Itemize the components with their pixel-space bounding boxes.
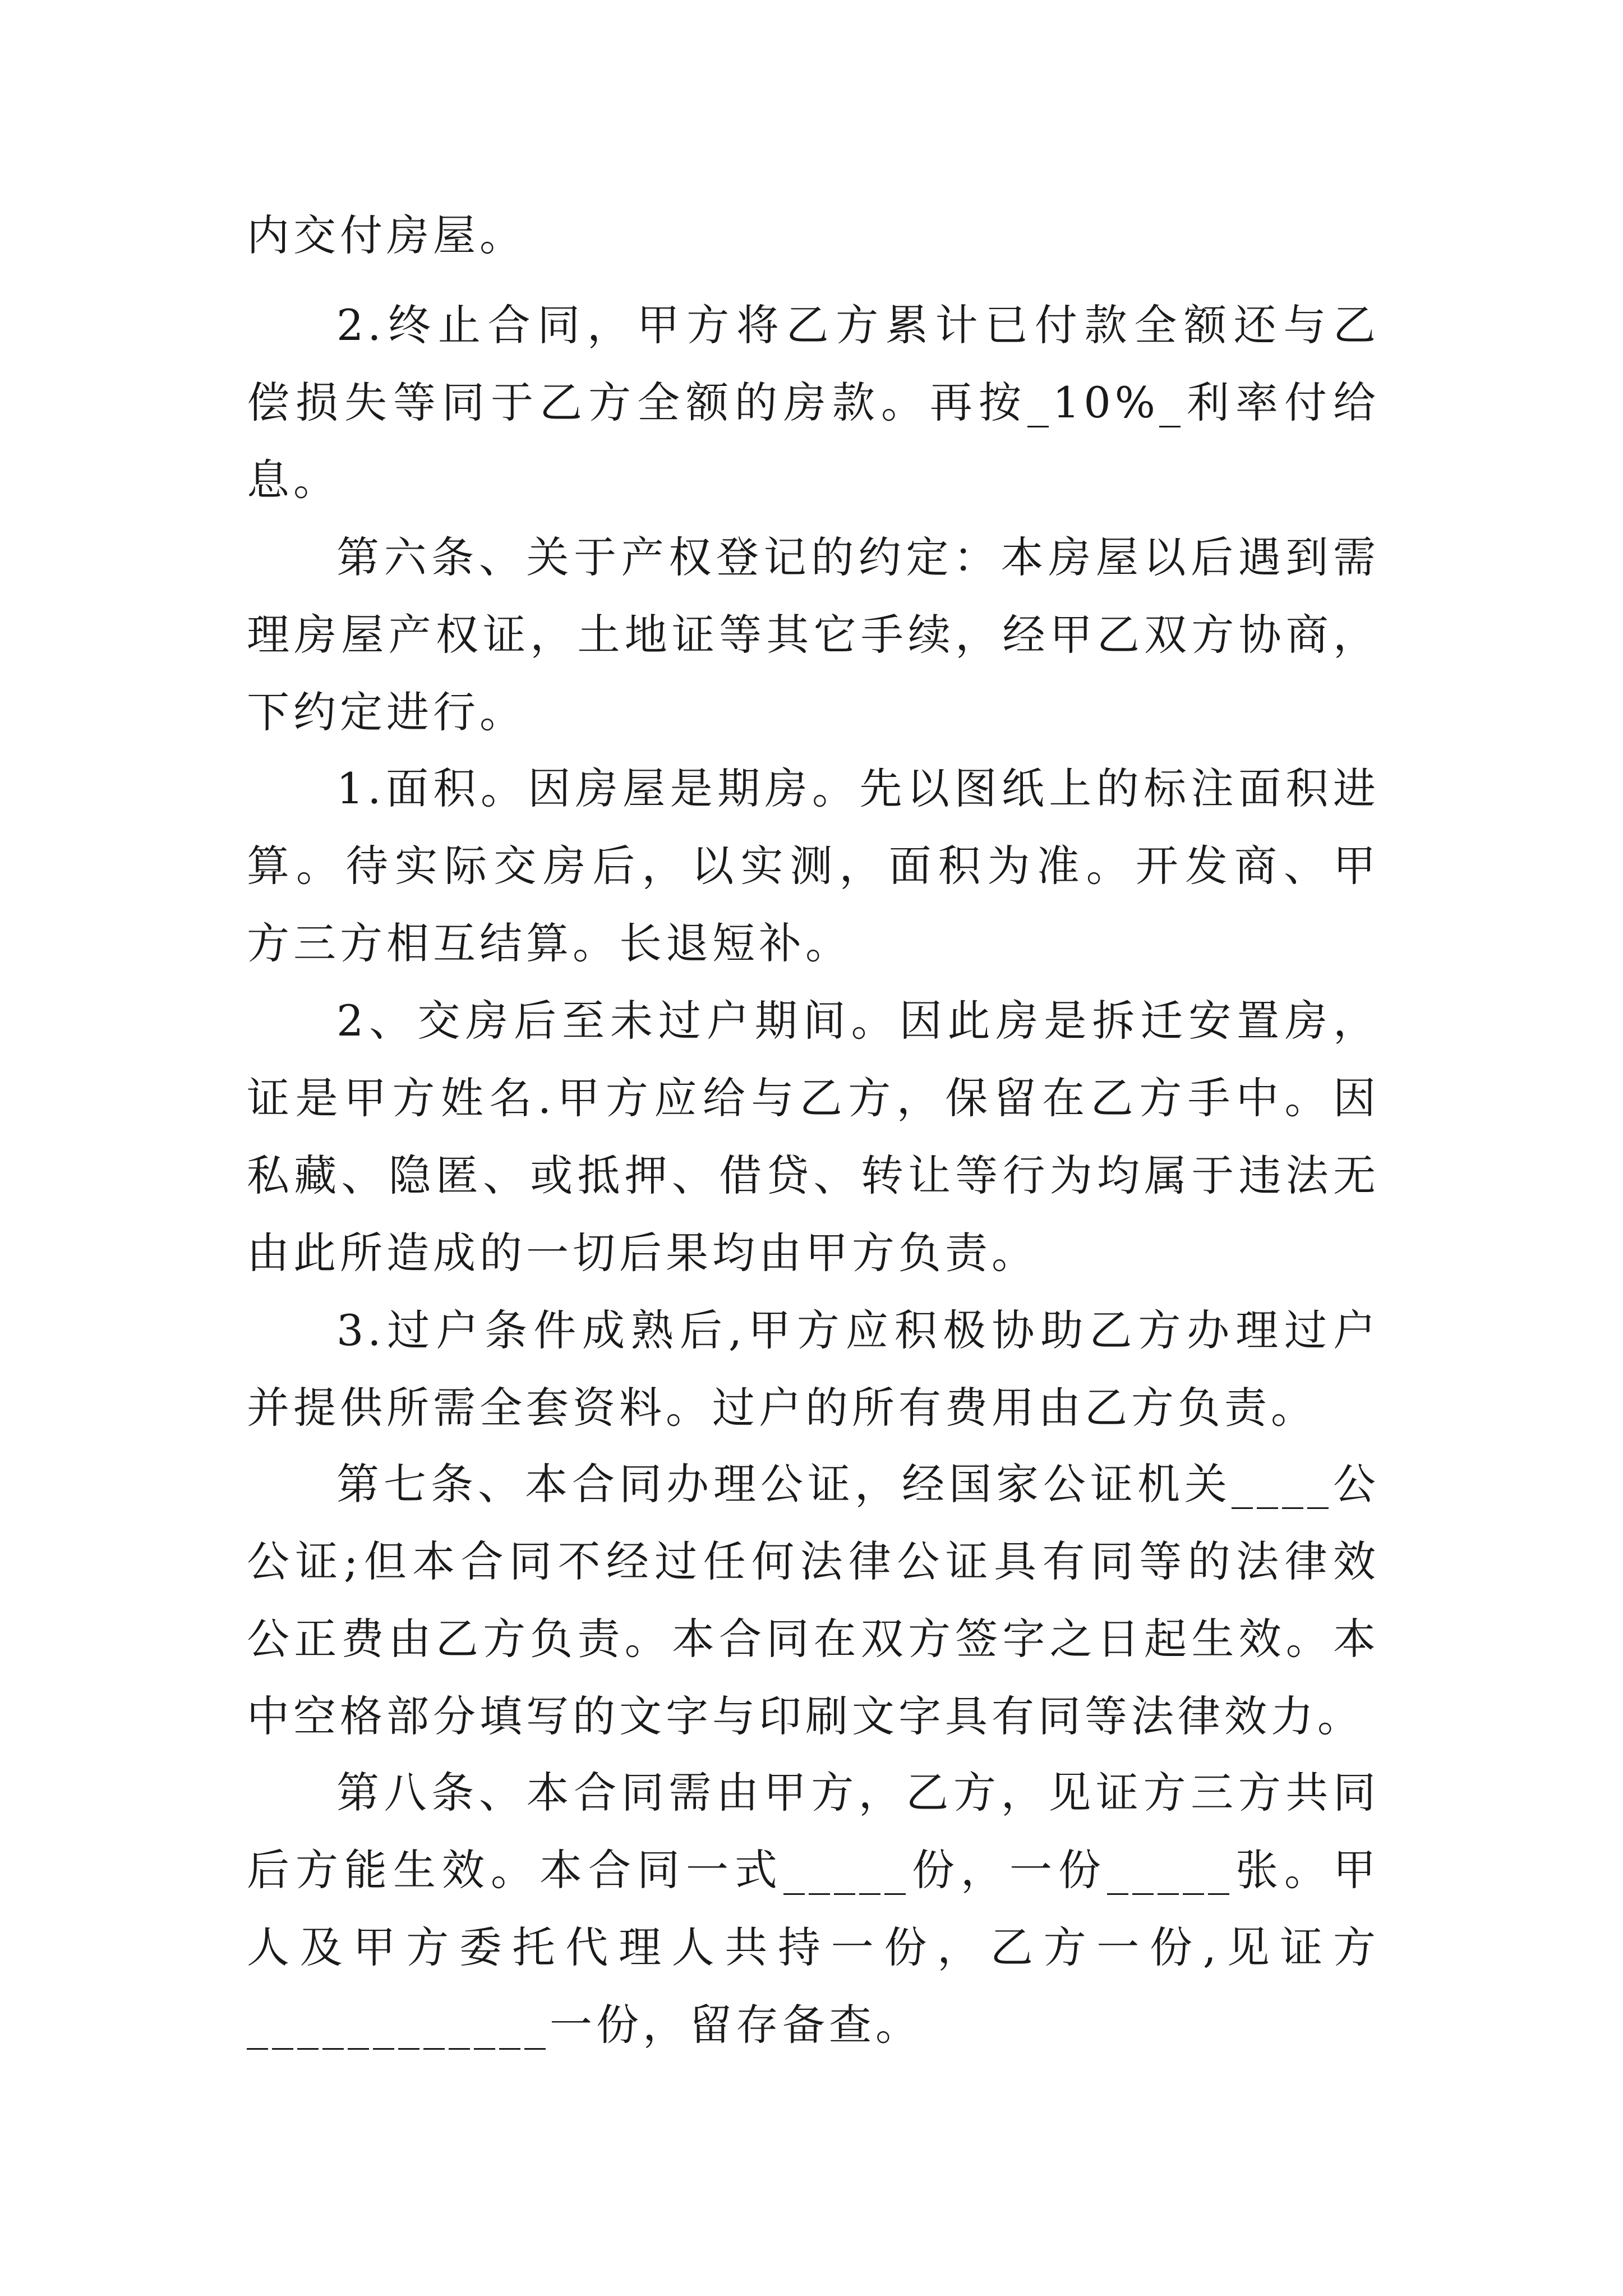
text-line-19: 公正费由乙方负责。本合同在双方签字之日起生效。本 — [247, 1614, 1380, 1664]
text-line-16: 并提供所需全套资料。过户的所有费用由乙方负责。 — [247, 1383, 1317, 1433]
text-line-9: 算。待实际交房后，以实测，面积为准。开发商、甲 — [247, 841, 1380, 891]
text-line-13: 私藏、隐匿、或抵押、借贷、转让等行为均属于违法无 — [247, 1151, 1380, 1200]
text-line-8: 1.面积。因房屋是期房。先以图纸上的标注面积进 — [336, 763, 1380, 813]
text-line-7: 下约定进行。 — [247, 687, 526, 737]
text-line-2: 2.终止合同，甲方将乙方累计已付款全额还与乙 — [336, 300, 1380, 350]
text-line-5: 第六条、关于产权登记的约定：本房屋以后遇到需 — [336, 532, 1380, 582]
text-line-10: 方三方相互结算。长退短补。 — [247, 918, 852, 968]
text-line-11: 2、交房后至未过户期间。因此房是拆迁安置房， — [336, 996, 1380, 1046]
text-line-1: 内交付房屋。 — [247, 210, 526, 260]
text-line-14: 由此所造成的一切后果均由甲方负责。 — [247, 1228, 1038, 1278]
text-line-4: 息。 — [247, 455, 340, 505]
text-line-6: 理房屋产权证，土地证等其它手续，经甲乙双方协商， — [247, 610, 1380, 660]
text-line-17: 第七条、本合同办理公证，经国家公证机关____公 — [336, 1459, 1380, 1509]
text-line-23: 人及甲方委托代理人共持一份，乙方一份,见证方 — [247, 1922, 1380, 1972]
text-line-20: 中空格部分填写的文字与印刷文字具有同等法律效力。 — [247, 1691, 1364, 1741]
text-line-22: 后方能生效。本合同一式_____份，一份_____张。甲 — [247, 1845, 1380, 1895]
text-line-3: 偿损失等同于乙方全额的房款。再按_10%_利率付给 — [247, 378, 1380, 427]
text-line-21: 第八条、本合同需由甲方，乙方，见证方三方共同 — [336, 1768, 1380, 1818]
text-line-18: 公证;但本合同不经过任何法律公证具有同等的法律效 — [247, 1536, 1380, 1586]
text-line-24: ____________一份，留存备查。 — [247, 2000, 922, 2050]
text-line-12: 证是甲方姓名.甲方应给与乙方，保留在乙方手中。因 — [247, 1073, 1380, 1123]
text-line-15: 3.过户条件成熟后,甲方应积极协助乙方办理过户 — [336, 1305, 1380, 1355]
